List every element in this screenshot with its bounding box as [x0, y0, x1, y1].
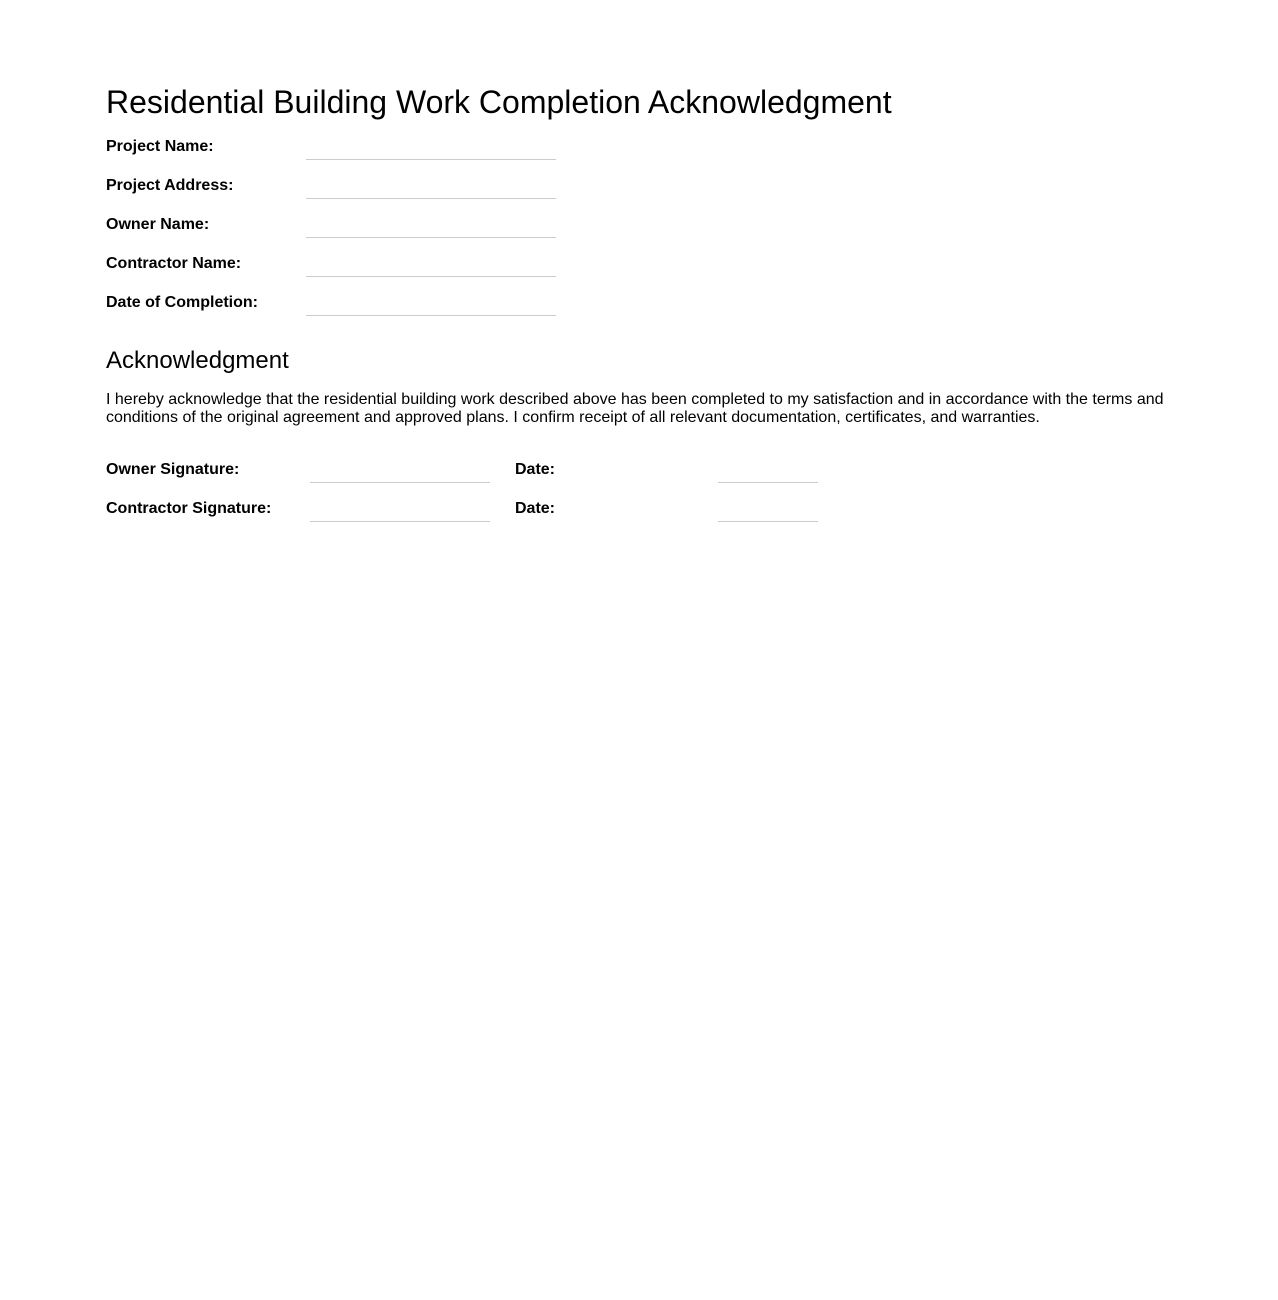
project-address-input[interactable] — [306, 180, 556, 199]
acknowledgment-text: I hereby acknowledge that the residential building work described above has been completed to my satisfaction and in accordance with the terms and conditions of the original agreement and approved plans. I confirm receipt of all relevant documentation, certificates, and warranties. — [106, 391, 1164, 426]
owner-name-input[interactable] — [306, 219, 556, 238]
page-title: Residential Building Work Completion Acknowledgment — [106, 84, 892, 120]
contractor-date-input[interactable] — [718, 503, 818, 522]
field-row-contractor-name — [106, 254, 566, 293]
owner-name-label: Owner Name: — [106, 216, 210, 233]
date-of-completion-input[interactable] — [306, 297, 556, 316]
acknowledgment-heading: Acknowledgment — [106, 347, 289, 374]
project-address-label: Project Address: — [106, 177, 234, 194]
signature-row-contractor — [106, 499, 826, 538]
date-of-completion-label: Date of Completion: — [106, 294, 258, 311]
contractor-signature-label: Contractor Signature: — [106, 500, 272, 517]
signature-row-owner — [106, 460, 826, 499]
contractor-signature-input[interactable] — [310, 503, 490, 522]
project-name-input[interactable] — [306, 141, 556, 160]
field-row-owner-name — [106, 215, 566, 254]
owner-signature-input[interactable] — [310, 464, 490, 483]
contractor-name-input[interactable] — [306, 258, 556, 277]
owner-signature-label: Owner Signature: — [106, 461, 240, 478]
field-row-project-name — [106, 137, 566, 176]
project-name-label: Project Name: — [106, 138, 214, 155]
field-row-date-of-completion — [106, 293, 566, 332]
contractor-date-label: Date: — [515, 500, 556, 517]
field-row-project-address — [106, 176, 566, 215]
owner-date-label: Date: — [515, 461, 556, 478]
owner-date-input[interactable] — [718, 464, 818, 483]
contractor-name-label: Contractor Name: — [106, 255, 242, 272]
